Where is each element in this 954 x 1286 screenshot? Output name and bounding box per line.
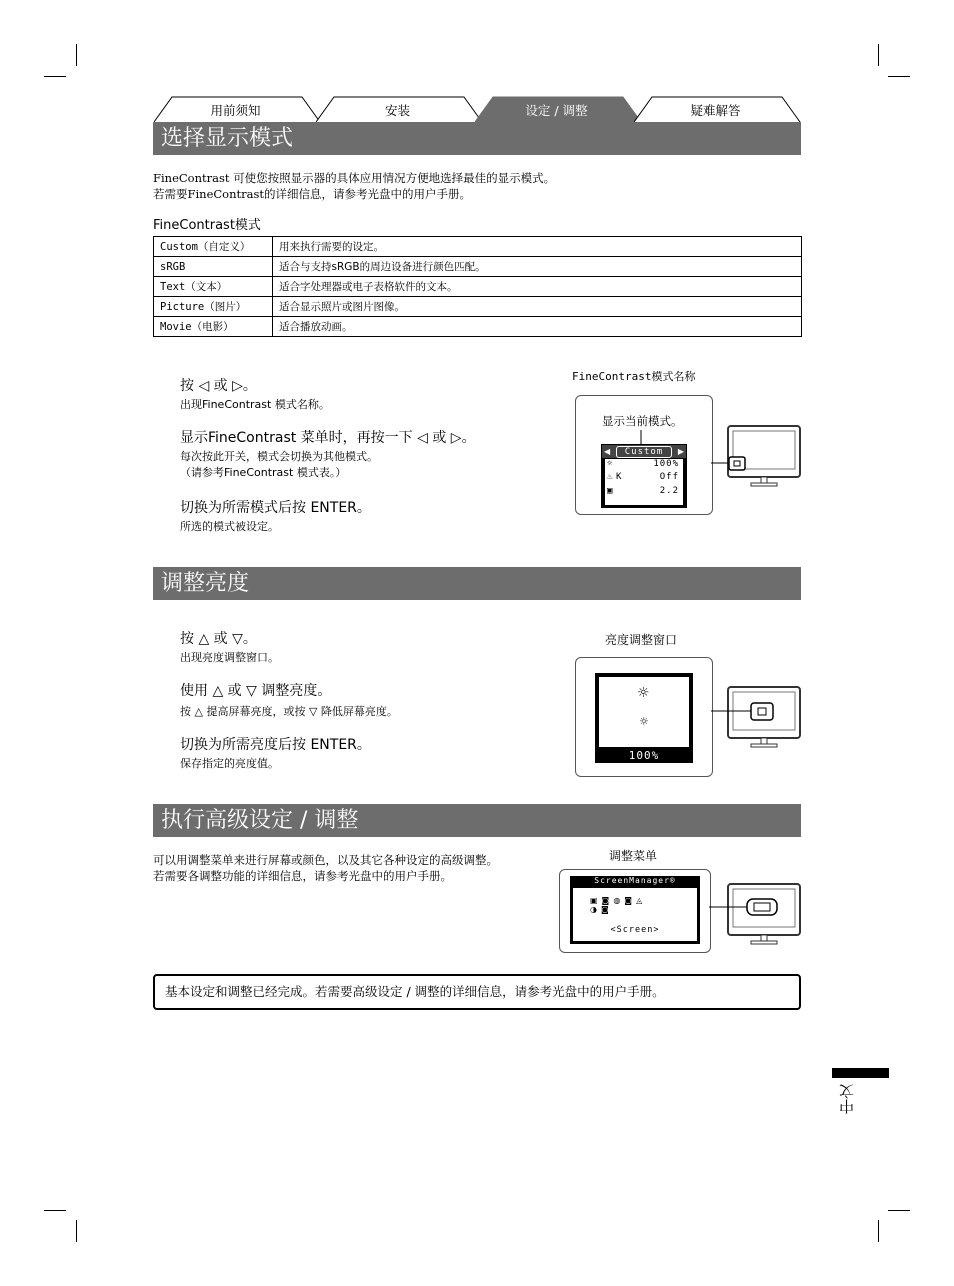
adjust-menu-body — [573, 888, 697, 941]
brightness-value: 100% — [628, 749, 660, 762]
step-desc: 保存指定的亮度值。 — [180, 757, 279, 770]
tab-install[interactable] — [316, 96, 479, 122]
menu-icons: ◑◙ — [590, 905, 613, 914]
crop-mark — [76, 44, 77, 66]
table-row — [154, 257, 802, 277]
tab-label: 疑难解答 — [690, 103, 741, 118]
mode-desc: 适合字处理器或电子表格软件的文本。 — [273, 277, 802, 297]
language-label: 中文 — [838, 1084, 856, 1114]
figure-caption: 调整菜单 — [609, 849, 658, 863]
osd-panel-brightness — [575, 657, 713, 777]
osd-window — [601, 444, 687, 508]
mode-name: Movie（电影） — [154, 317, 273, 337]
figure-caption: FineContrast模式名称 — [572, 370, 696, 383]
mode-desc: 适合播放动画。 — [273, 317, 802, 337]
intro-line: FineContrast 可使您按照显示器的具体应用情况方便地选择最佳的显示模式。 — [153, 171, 556, 185]
temperature-label: K — [616, 472, 622, 482]
menu-icons: ▣◙◍◙◬ — [590, 896, 647, 905]
temperature-icon: ♨ — [607, 472, 613, 482]
finecontrast-mode-table — [153, 236, 802, 337]
section-title-display-mode: 选择显示模式 — [153, 122, 801, 155]
crop-mark — [44, 76, 66, 77]
table-row — [154, 237, 802, 257]
monitor-icon — [711, 425, 803, 487]
osd-brightness: 100% — [653, 459, 679, 469]
section-title-brightness: 调整亮度 — [153, 567, 801, 600]
tab-troubleshooting[interactable] — [634, 96, 797, 122]
figure-callout: 显示当前模式。 — [602, 414, 683, 428]
left-arrow-icon: ◀ — [604, 447, 611, 456]
monitor-icon — [711, 686, 803, 748]
osd-temperature: Off — [659, 472, 679, 482]
intro-line: 若需要各调整功能的详细信息，请参考光盘中的用户手册。 — [153, 869, 452, 883]
right-arrow-icon: ▶ — [677, 447, 684, 456]
section1-steps — [180, 375, 560, 535]
osd-mode-name: Custom — [616, 446, 672, 458]
section1-intro — [153, 170, 555, 202]
tab-setup-adjust[interactable] — [475, 96, 638, 122]
gamma-icon: ▣ — [607, 486, 613, 496]
brightness-icon: ☼ — [607, 459, 613, 469]
step-title: 使用 △ 或 ▽ 调整亮度。 — [180, 683, 332, 699]
crop-mark — [878, 1220, 879, 1242]
crop-mark — [878, 44, 879, 66]
section3-intro — [153, 852, 498, 884]
crop-mark — [888, 76, 910, 77]
tab-label: 安装 — [384, 103, 410, 118]
crop-mark — [888, 1210, 910, 1211]
adjust-menu-window — [570, 876, 700, 944]
mode-name: Picture（图片） — [154, 297, 273, 317]
step-title: 按 ◁ 或 ▷。 — [180, 378, 257, 394]
brightness-window-body — [599, 677, 689, 747]
crop-mark — [44, 1210, 66, 1211]
step-desc: 所选的模式被设定。 — [180, 520, 279, 533]
menu-item: <Screen> — [610, 925, 660, 935]
brightness-window — [595, 673, 693, 763]
monitor-icon — [709, 883, 803, 945]
step-desc: 每次按此开关，模式会切换为其他模式。 — [180, 450, 378, 463]
step-title: 按 △ 或 ▽。 — [180, 631, 257, 647]
step-desc: （请参考FineContrast 模式表。） — [180, 466, 347, 479]
side-tab-bar — [832, 1068, 889, 1078]
figure-caption: 亮度调整窗口 — [605, 633, 678, 647]
tab-label: 用前须知 — [210, 103, 261, 118]
crop-mark — [76, 1220, 77, 1242]
table-title: FineContrast模式 — [153, 218, 261, 233]
mode-name: sRGB — [154, 257, 273, 277]
tab-label: 设定 / 调整 — [525, 103, 588, 118]
step-title: 切换为所需模式后按 ENTER。 — [180, 500, 371, 516]
brightness-down-icon: ☼ — [639, 715, 649, 728]
intro-line: 若需要FineContrast的详细信息，请参考光盘中的用户手册。 — [153, 187, 471, 201]
osd-body — [605, 459, 683, 505]
table-row — [154, 317, 802, 337]
completion-note: 基本设定和调整已经完成。若需要高级设定 / 调整的详细信息，请参考光盘中的用户手册。 — [153, 974, 801, 1010]
table-row — [154, 277, 802, 297]
mode-name: Custom（自定义） — [154, 237, 273, 257]
mode-desc: 适合与支持sRGB的周边设备进行颜色匹配。 — [273, 257, 802, 277]
menu-title: ScreenManager® — [594, 876, 676, 885]
osd-panel-adjust-menu — [559, 869, 711, 953]
mode-desc: 用来执行需要的设定。 — [273, 237, 802, 257]
section-title-advanced: 执行高级设定 / 调整 — [153, 804, 801, 837]
section2-steps — [180, 628, 560, 772]
step-desc: 按 △ 提高屏幕亮度，或按 ▽ 降低屏幕亮度。 — [180, 705, 398, 718]
step-desc: 出现亮度调整窗口。 — [180, 651, 279, 664]
step-desc: 出现FineContrast 模式名称。 — [180, 398, 330, 411]
brightness-up-icon: ☼ — [637, 685, 650, 701]
tab-before-use[interactable] — [154, 96, 317, 122]
osd-gamma: 2.2 — [659, 486, 679, 496]
mode-name: Text（文本） — [154, 277, 273, 297]
osd-panel-finecontrast — [575, 395, 713, 515]
intro-line: 可以用调整菜单来进行屏幕或颜色，以及其它各种设定的高级调整。 — [153, 853, 498, 867]
mode-desc: 适合显示照片或图片图像。 — [273, 297, 802, 317]
step-title: 切换为所需亮度后按 ENTER。 — [180, 737, 371, 753]
step-title: 显示FineContrast 菜单时，再按一下 ◁ 或 ▷。 — [180, 430, 476, 446]
table-row — [154, 297, 802, 317]
